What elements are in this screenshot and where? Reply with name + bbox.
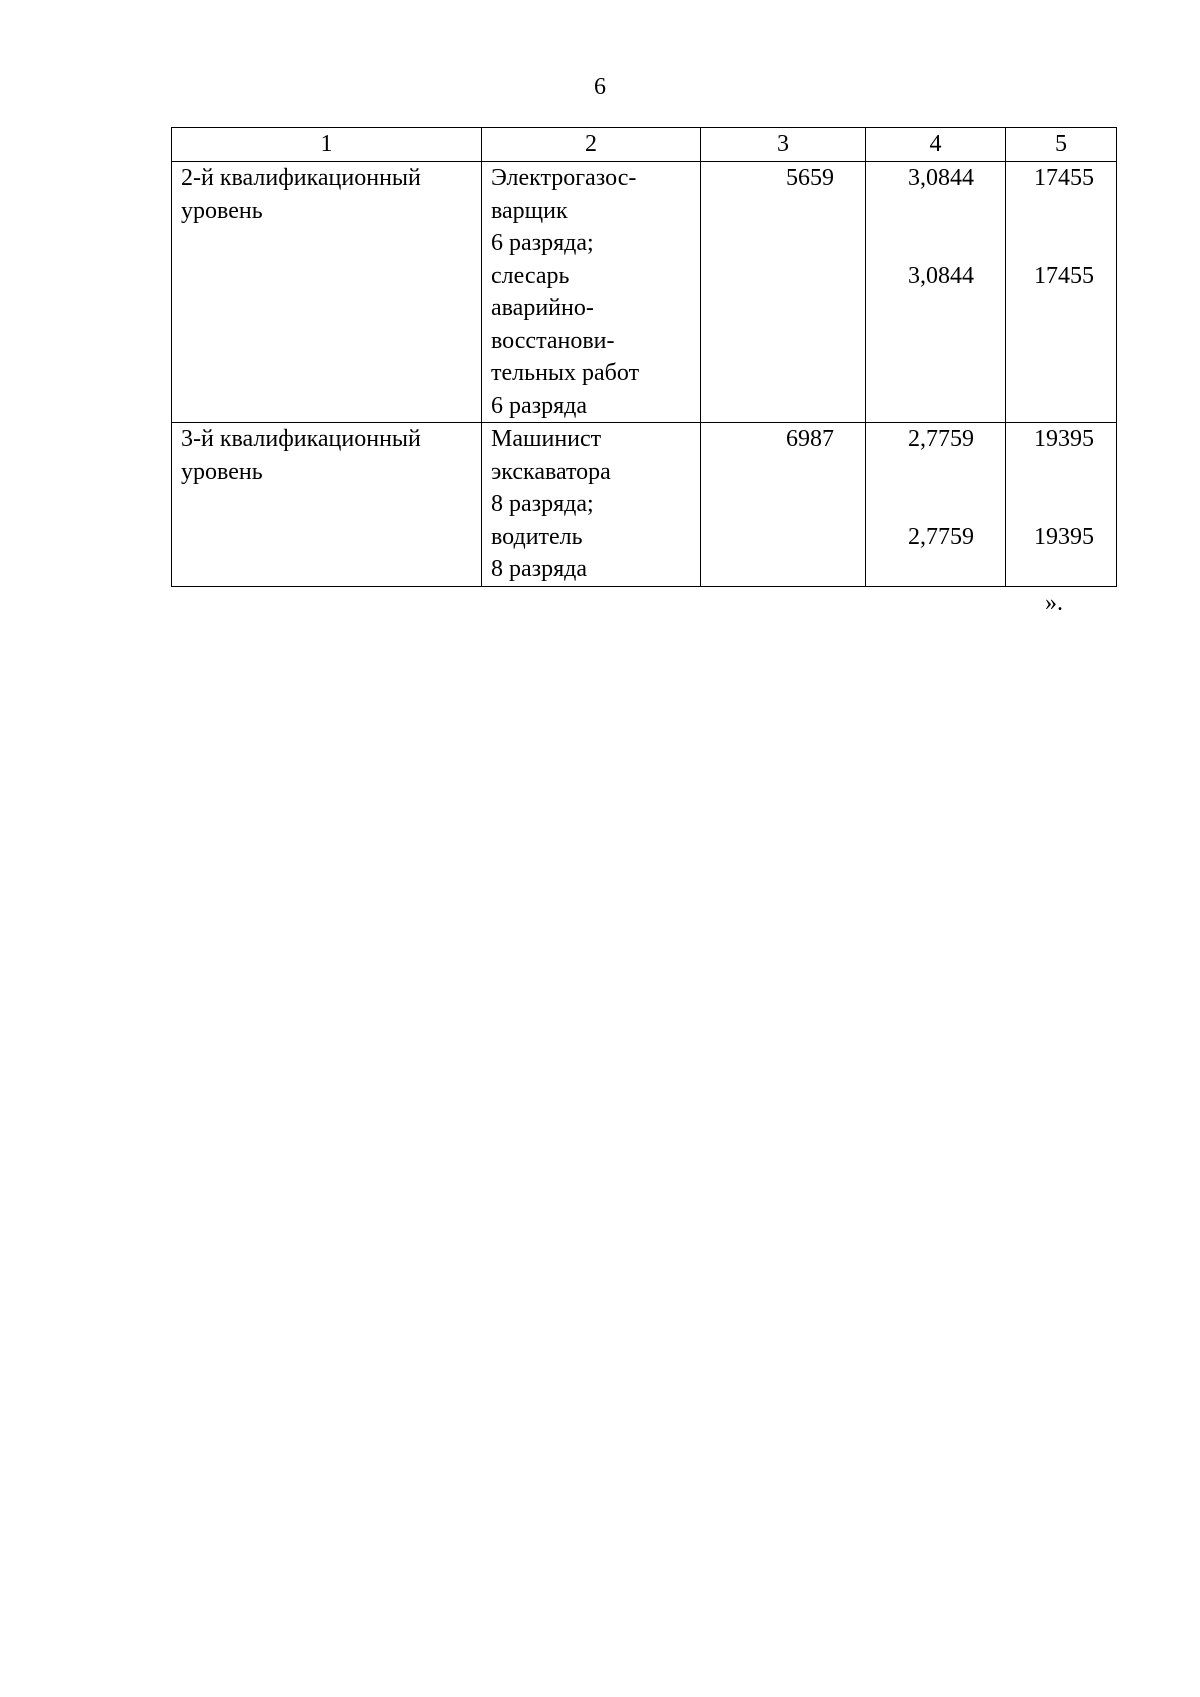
qualification-level-text: 3-й квалификационный — [181, 426, 421, 452]
closing-quote-mark: ». — [1045, 590, 1063, 616]
header-cell-2: 2 — [482, 128, 701, 162]
profession-text: варщик — [491, 197, 568, 224]
coefficient-cell — [866, 423, 1006, 587]
qualification-level-text: уровень — [181, 197, 263, 224]
profession-text: водитель — [491, 523, 583, 550]
base-salary-value: 6987 — [786, 426, 834, 452]
profession-text: восстанови- — [491, 327, 615, 354]
profession-text: 6 разряда — [491, 392, 588, 419]
header-cell-4: 4 — [866, 128, 1006, 162]
salary-table — [171, 127, 1117, 587]
table-row — [172, 423, 1117, 587]
coefficient-value: 3,0844 — [908, 262, 974, 289]
profession-cell — [482, 423, 701, 587]
coefficient-value: 2,7759 — [908, 426, 974, 452]
profession-cell — [482, 162, 701, 423]
profession-text: 8 разряда — [491, 556, 588, 582]
salary-value: 19395 — [1034, 426, 1094, 452]
header-cell-3: 3 — [701, 128, 866, 162]
profession-text: экскаватора — [491, 458, 611, 485]
header-cell-5: 5 — [1006, 128, 1117, 162]
table-row — [172, 162, 1117, 423]
qualification-level-text: 2-й квалификационный — [181, 165, 421, 191]
qualification-level-cell — [172, 423, 482, 587]
salary-value: 17455 — [1034, 262, 1094, 289]
qualification-level-text: уровень — [181, 458, 263, 485]
page-number: 6 — [594, 74, 606, 100]
profession-text: 8 разряда; — [491, 491, 594, 517]
base-salary-cell — [701, 162, 866, 423]
profession-text: тельных работ — [491, 360, 640, 386]
header-cell-1: 1 — [172, 128, 482, 162]
profession-text: Электрогазос- — [491, 165, 637, 191]
table-header-row — [172, 128, 1117, 162]
profession-text: слесарь — [491, 262, 570, 289]
salary-value: 17455 — [1034, 165, 1094, 191]
profession-text: Машинист — [491, 426, 602, 452]
base-salary-cell — [701, 423, 866, 587]
base-salary-value: 5659 — [786, 165, 834, 191]
profession-text: 6 разряда; — [491, 230, 594, 256]
salary-cell — [1006, 162, 1117, 423]
profession-text: аварийно- — [491, 295, 594, 321]
coefficient-cell — [866, 162, 1006, 423]
coefficient-value: 2,7759 — [908, 523, 974, 550]
qualification-level-cell — [172, 162, 482, 423]
salary-cell — [1006, 423, 1117, 587]
coefficient-value: 3,0844 — [908, 165, 974, 191]
salary-value: 19395 — [1034, 523, 1094, 550]
